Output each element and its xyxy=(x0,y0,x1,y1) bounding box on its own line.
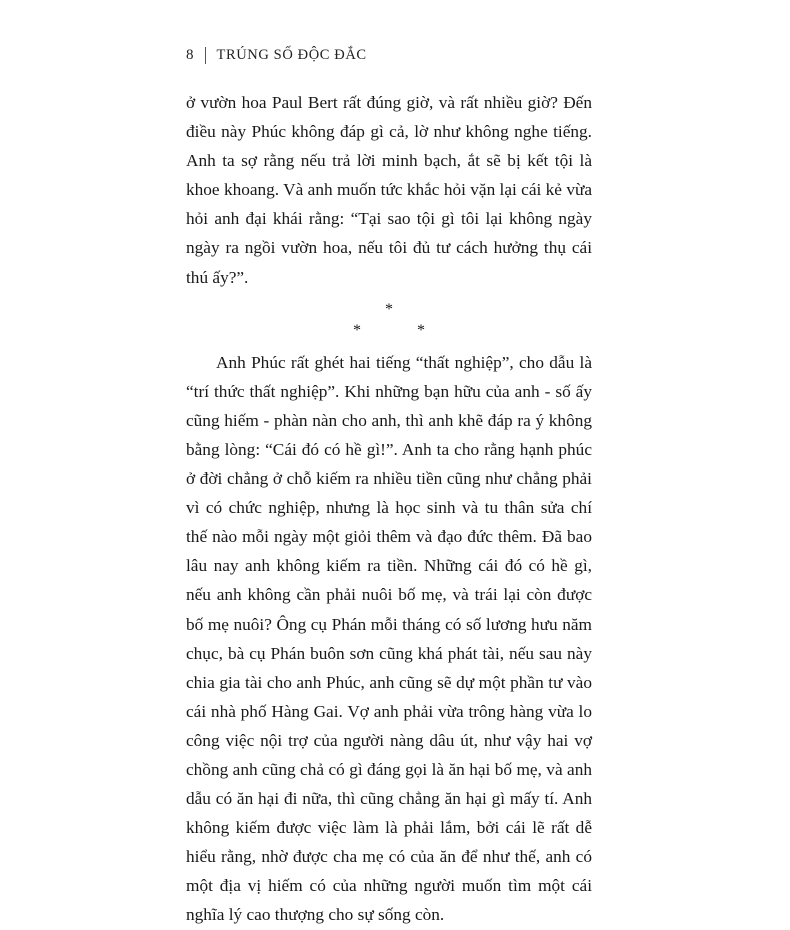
body-text xyxy=(186,88,592,930)
ornament-star-top: * xyxy=(385,300,393,318)
page-number: 8 xyxy=(186,46,194,63)
section-ornament xyxy=(186,300,592,342)
page-header xyxy=(186,44,367,66)
paragraph-continuation: ở vườn hoa Paul Bert rất đúng giờ, và rất nhiều giờ? Đến điều này Phúc không đáp gì cả, lờ như không nghe tiếng. Anh ta sợ rằng nếu trả lời minh bạch, ắt sẽ bị kết tội là khoe khoang. Và anh muốn tức khắc hỏi vặn lại cái kẻ vừa hỏi anh đại khái rằng: “Tại sao tội gì tôi lại không ngày ngày ra ngồi vườn hoa, nếu tôi đủ tư cách hưởng thụ cái thú ấy?”. xyxy=(186,93,592,287)
header-divider xyxy=(205,47,206,64)
ornament-star-row: * * xyxy=(353,321,451,339)
paragraph-body: Anh Phúc rất ghét hai tiếng “thất nghiệp”, cho dẫu là “trí thức thất nghiệp”. Khi những bạn hữu của anh - số ấy cũng hiếm - phàn nàn cho anh, thì anh khẽ đáp ra ý không bằng lòng: “Cái đó có hề gì!”. Anh ta cho rằng hạnh phúc ở đời chẳng ở chỗ kiếm ra nhiều tiền cũng như chẳng phải vì có chức nghiệp, nhưng là học sinh và tu thân sửa chí thế nào mỗi ngày một giỏi thêm và đạo đức thêm. Đã bao lâu nay anh không kiếm ra tiền. Những cái đó có hề gì, nếu anh không cần phải nuôi bố mẹ, và trái lại còn được bố mẹ nuôi? Ông cụ Phán mỗi tháng có số lương hưu năm chục, bà cụ Phán buôn sơn cũng khá phát tài, nếu sau này chia gia tài cho anh Phúc, anh cũng sẽ dự một phần tư vào cái nhà phố Hàng Gai. Vợ anh phải vừa trông hàng vừa lo công việc nội trợ của người nàng dâu út, như vậy hai vợ chồng anh cũng chả có gì đáng gọi là ăn hại bố mẹ, và anh dẫu có ăn hại đi nữa, thì cũng chẳng ăn hại gì mấy tí. Anh không kiếm được việc làm là phải lắm, bởi cái lẽ rất dễ hiểu rằng, nhờ được cha mẹ có của ăn để như thế, anh có một địa vị hiếm có của những người muốn tìm một cái nghĩa lý cao thượng cho sự sống còn. xyxy=(186,352,592,925)
running-title: TRÚNG SỐ ĐỘC ĐẮC xyxy=(216,46,367,63)
